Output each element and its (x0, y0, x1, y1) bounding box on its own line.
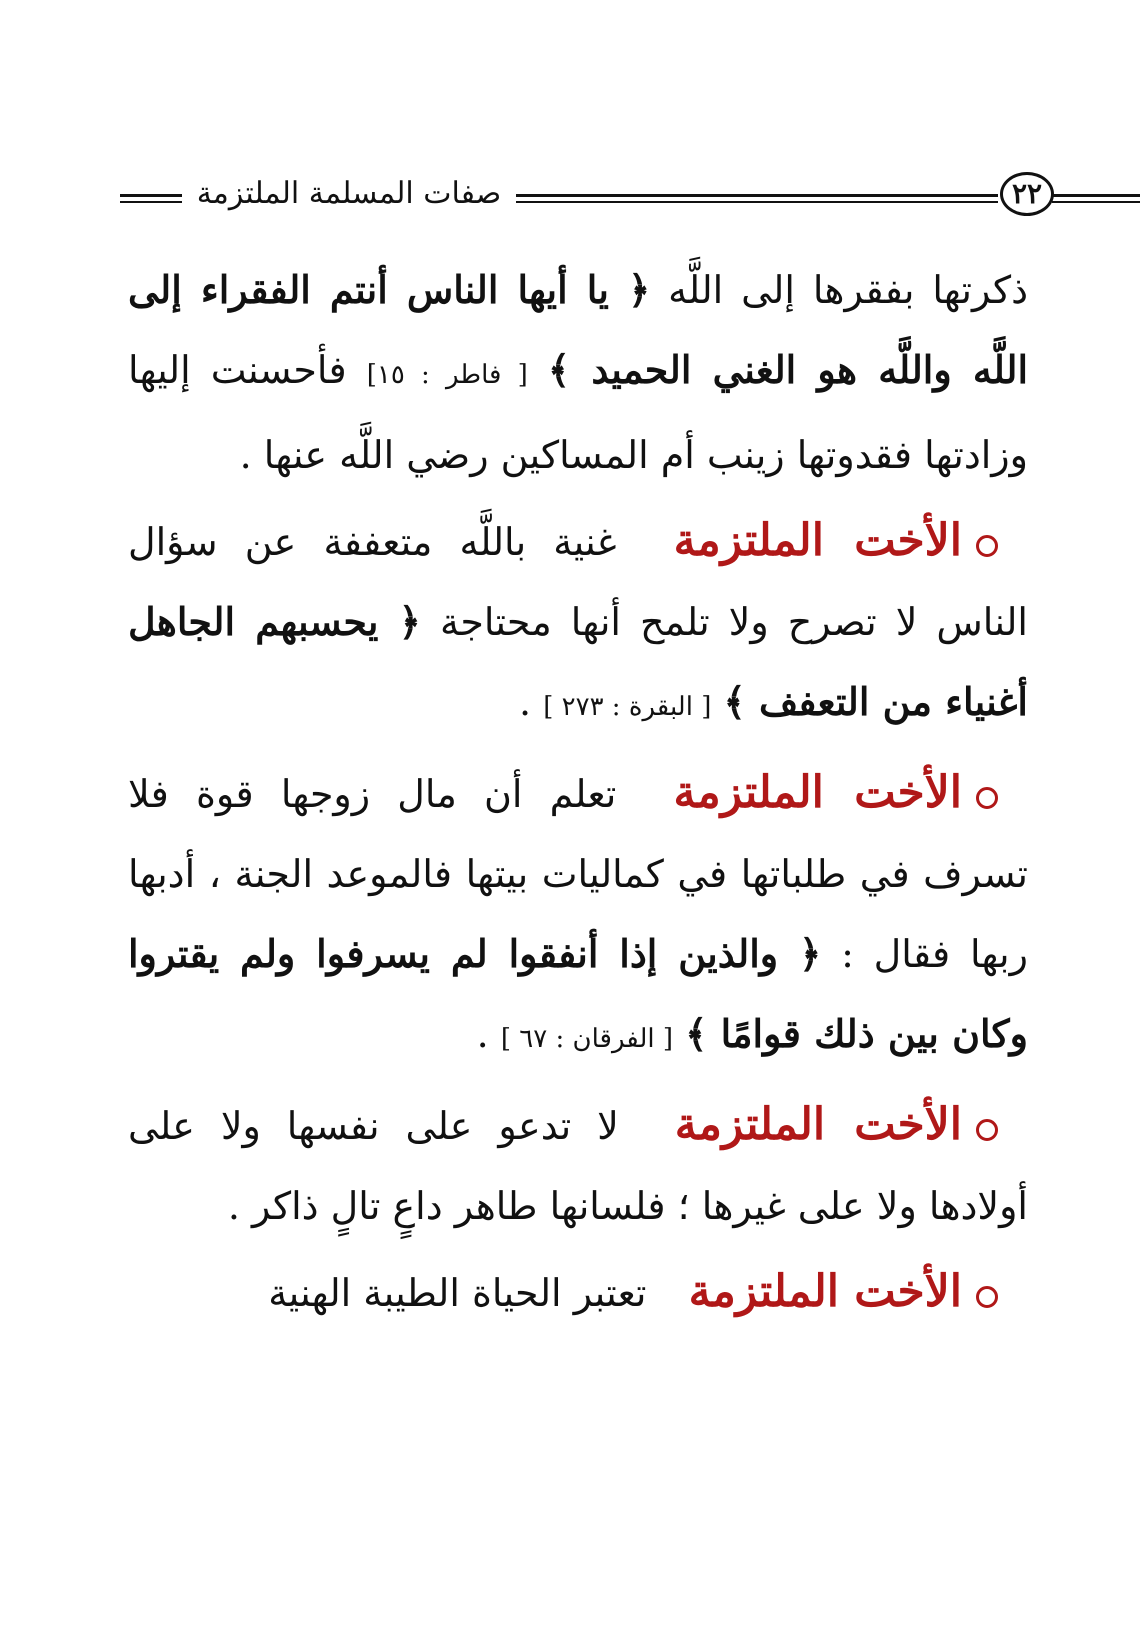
body-text: . (476, 1012, 489, 1056)
header-rule-middle (516, 194, 998, 197)
body-text: تعلم أن مال زوجها قوة فلا تسرف في طلباتها في كماليات بيتها فالموعد الجنة ، أدبها ربها فقال : (128, 772, 1028, 976)
body-text: ذكرتها بفقرها إلى اللَّه (668, 268, 1028, 312)
book-title: صفات المسلمة الملتزمة (196, 176, 502, 211)
quran-verse: ﴿ يحسبهم الجاهل أغنياء من التعفف ﴾ (128, 599, 1028, 724)
section-heading: الأخت الملتزمة (673, 767, 962, 818)
section-heading: الأخت الملتزمة (673, 515, 963, 566)
paragraph (128, 1252, 1028, 1333)
header-rule-left (120, 194, 182, 197)
body-text: غنية باللَّه متعففة عن سؤال الناس لا تصرح ولا تلمح أنها محتاجة (128, 520, 1028, 644)
verse-reference: [ فاطر : ١٥] (366, 360, 528, 390)
bullet-circle-icon (976, 1286, 998, 1308)
bullet-circle-icon (976, 787, 998, 809)
body-text: تعتبر الحياة الطيبة الهنية (268, 1271, 647, 1315)
page-body (128, 250, 1028, 1333)
body-text: فأحسنت إليها وزادتها فقدوتها زينب أم المساكين رضي اللَّه عنها . (128, 348, 1028, 477)
verse-reference: [ البقرة : ٢٧٣ ] (543, 692, 712, 722)
verse-reference: [ الفرقان : ٦٧ ] (500, 1024, 674, 1054)
body-text: لا تدعو على نفسها ولا على أولادها ولا على غيرها ؛ فلسانها طاهر داعٍ تالٍ ذاكر . (128, 1104, 1028, 1228)
section-heading: الأخت الملتزمة (688, 1266, 962, 1317)
page-number: ٢٢ (1000, 172, 1054, 216)
bullet-circle-icon (976, 535, 998, 557)
header-rule-right (1052, 194, 1140, 197)
quran-verse: ﴿ والذين إذا أنفقوا لم يسرفوا ولم يقتروا وكان بين ذلك قوامًا ﴾ (128, 931, 1028, 1056)
quran-verse: ﴿ يا أيها الناس أنتم الفقراء إلى اللَّه واللَّه هو الغني الحميد ﴾ (128, 267, 1028, 392)
paragraph (128, 250, 1028, 495)
paragraph (128, 753, 1028, 1079)
paragraph (128, 1085, 1028, 1246)
body-text: . (519, 680, 532, 724)
paragraph (128, 501, 1028, 747)
section-heading: الأخت الملتزمة (674, 1099, 963, 1150)
page-header (120, 168, 1043, 224)
bullet-circle-icon (976, 1119, 998, 1141)
